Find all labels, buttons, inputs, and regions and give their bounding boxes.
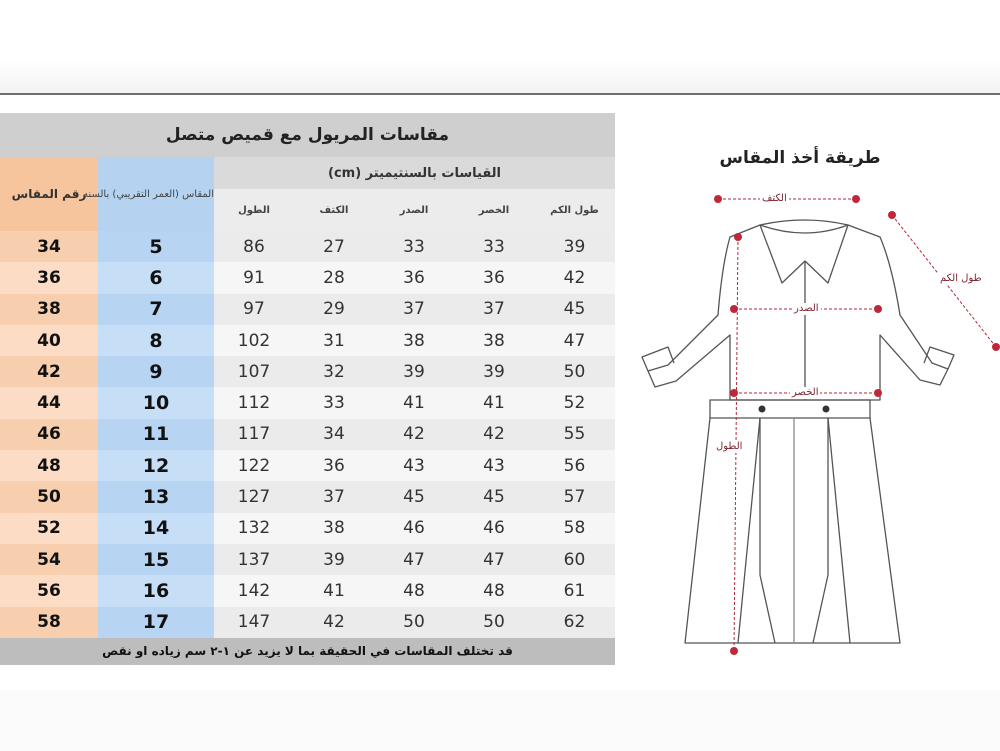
size-chart-table (0, 113, 615, 665)
measurement-cell: 45 (454, 481, 534, 512)
measurement-cell: 32 (294, 356, 374, 387)
measurement-cell: 41 (294, 575, 374, 606)
measurement-cell: 28 (294, 262, 374, 293)
measurement-cell: 36 (294, 450, 374, 481)
size-number-cell: 50 (0, 481, 98, 512)
measurement-cell: 47 (534, 325, 615, 356)
measurement-cell: 39 (374, 356, 454, 387)
table-row (0, 575, 615, 606)
size-number-cell: 56 (0, 575, 98, 606)
measurement-cell: 127 (214, 481, 294, 512)
column-header: طول الكم (534, 189, 615, 231)
measurement-cell: 46 (374, 513, 454, 544)
measurement-cell: 47 (454, 544, 534, 575)
measurement-cell: 117 (214, 419, 294, 450)
size-number-cell: 36 (0, 262, 98, 293)
dress-illustration (610, 175, 1000, 675)
measurement-cell: 147 (214, 607, 294, 638)
measurement-cell: 122 (214, 450, 294, 481)
measurement-cell: 27 (294, 231, 374, 262)
measurement-cell: 39 (534, 231, 615, 262)
column-header: الطول (214, 189, 294, 231)
size-number-header: رقم المقاس (0, 157, 98, 231)
measurement-cell: 50 (534, 356, 615, 387)
measurement-cell: 39 (294, 544, 374, 575)
table-row (0, 513, 615, 544)
measurement-cell: 42 (294, 607, 374, 638)
measurement-cell: 45 (374, 481, 454, 512)
guide-title: طريقة أخذ المقاس (719, 148, 881, 168)
measurement-cell: 43 (454, 450, 534, 481)
age-cell: 14 (98, 513, 214, 544)
measurement-cell: 41 (454, 387, 534, 418)
measurement-cell: 42 (374, 419, 454, 450)
age-cell: 5 (98, 231, 214, 262)
measurement-cell: 39 (454, 356, 534, 387)
measurement-cell: 97 (214, 294, 294, 325)
measurement-cell: 42 (454, 419, 534, 450)
measurement-cell: 48 (374, 575, 454, 606)
measurement-cell: 102 (214, 325, 294, 356)
length-label: الطول (716, 441, 743, 452)
measurement-cell: 45 (534, 294, 615, 325)
measurement-cell: 29 (294, 294, 374, 325)
size-number-cell: 48 (0, 450, 98, 481)
measurement-cell: 31 (294, 325, 374, 356)
age-cell: 17 (98, 607, 214, 638)
age-cell: 15 (98, 544, 214, 575)
table-row (0, 294, 615, 325)
measurement-cell: 137 (214, 544, 294, 575)
waist-label: الخصر (792, 387, 819, 398)
size-number-cell: 34 (0, 231, 98, 262)
table-row (0, 544, 615, 575)
measurement-cell: 50 (454, 607, 534, 638)
size-number-cell: 58 (0, 607, 98, 638)
table-row (0, 231, 615, 262)
age-cell: 10 (98, 387, 214, 418)
age-cell: 12 (98, 450, 214, 481)
age-cell: 11 (98, 419, 214, 450)
top-band (0, 60, 1000, 93)
measurement-cell: 37 (374, 294, 454, 325)
size-number-cell: 40 (0, 325, 98, 356)
measurement-cell: 142 (214, 575, 294, 606)
units-header: القياسات بالسنتيميتر (cm) (214, 157, 615, 189)
measurement-cell: 47 (374, 544, 454, 575)
table-note: قد تختلف المقاسات في الحقيقة بما لا يزيد عن ١-٢ سم زياده او نقص (0, 638, 615, 665)
age-cell: 13 (98, 481, 214, 512)
chest-label: الصدر (794, 303, 819, 314)
bottom-band (0, 690, 1000, 751)
measurement-cell: 46 (454, 513, 534, 544)
measurement-cell: 36 (374, 262, 454, 293)
measurement-cell: 43 (374, 450, 454, 481)
measurement-cell: 48 (454, 575, 534, 606)
measurement-cell: 37 (294, 481, 374, 512)
top-divider (0, 93, 1000, 95)
age-header: المقاس (العمر التقريبي) بالسنه (98, 157, 214, 231)
measurement-cell: 60 (534, 544, 615, 575)
measurement-cell: 55 (534, 419, 615, 450)
age-cell: 16 (98, 575, 214, 606)
shoulder-label: الكتف (762, 193, 787, 204)
age-cell: 9 (98, 356, 214, 387)
size-number-cell: 52 (0, 513, 98, 544)
measurement-cell: 62 (534, 607, 615, 638)
age-cell: 6 (98, 262, 214, 293)
table-row (0, 262, 615, 293)
column-header: الكتف (294, 189, 374, 231)
measurement-cell: 42 (534, 262, 615, 293)
column-header: الخصر (454, 189, 534, 231)
table-title: مقاسات المريول مع قميص متصل (0, 113, 615, 157)
table-row (0, 450, 615, 481)
measurement-cell: 50 (374, 607, 454, 638)
measurement-cell: 38 (294, 513, 374, 544)
table-row (0, 325, 615, 356)
table-row (0, 356, 615, 387)
table-row (0, 419, 615, 450)
measurement-cell: 33 (454, 231, 534, 262)
measurement-cell: 38 (374, 325, 454, 356)
size-number-cell: 42 (0, 356, 98, 387)
age-cell: 8 (98, 325, 214, 356)
measurement-cell: 107 (214, 356, 294, 387)
measurement-cell: 91 (214, 262, 294, 293)
size-number-cell: 46 (0, 419, 98, 450)
measurement-cell: 56 (534, 450, 615, 481)
measurement-cell: 37 (454, 294, 534, 325)
measurement-cell: 41 (374, 387, 454, 418)
table-row (0, 607, 615, 638)
column-header: الصدر (374, 189, 454, 231)
sleeve-label: طول الكم (940, 273, 982, 284)
table-row (0, 481, 615, 512)
measurement-cell: 38 (454, 325, 534, 356)
measurement-cell: 33 (294, 387, 374, 418)
table-row (0, 387, 615, 418)
measurement-cell: 86 (214, 231, 294, 262)
measurement-cell: 33 (374, 231, 454, 262)
measurement-cell: 132 (214, 513, 294, 544)
size-number-cell: 44 (0, 387, 98, 418)
measurement-cell: 61 (534, 575, 615, 606)
dress-diagram (610, 175, 1000, 675)
measurement-cell: 34 (294, 419, 374, 450)
size-number-cell: 38 (0, 294, 98, 325)
measurement-cell: 58 (534, 513, 615, 544)
measurement-cell: 112 (214, 387, 294, 418)
measurement-cell: 36 (454, 262, 534, 293)
measurement-cell: 52 (534, 387, 615, 418)
size-number-cell: 54 (0, 544, 98, 575)
age-cell: 7 (98, 294, 214, 325)
measurement-cell: 57 (534, 481, 615, 512)
